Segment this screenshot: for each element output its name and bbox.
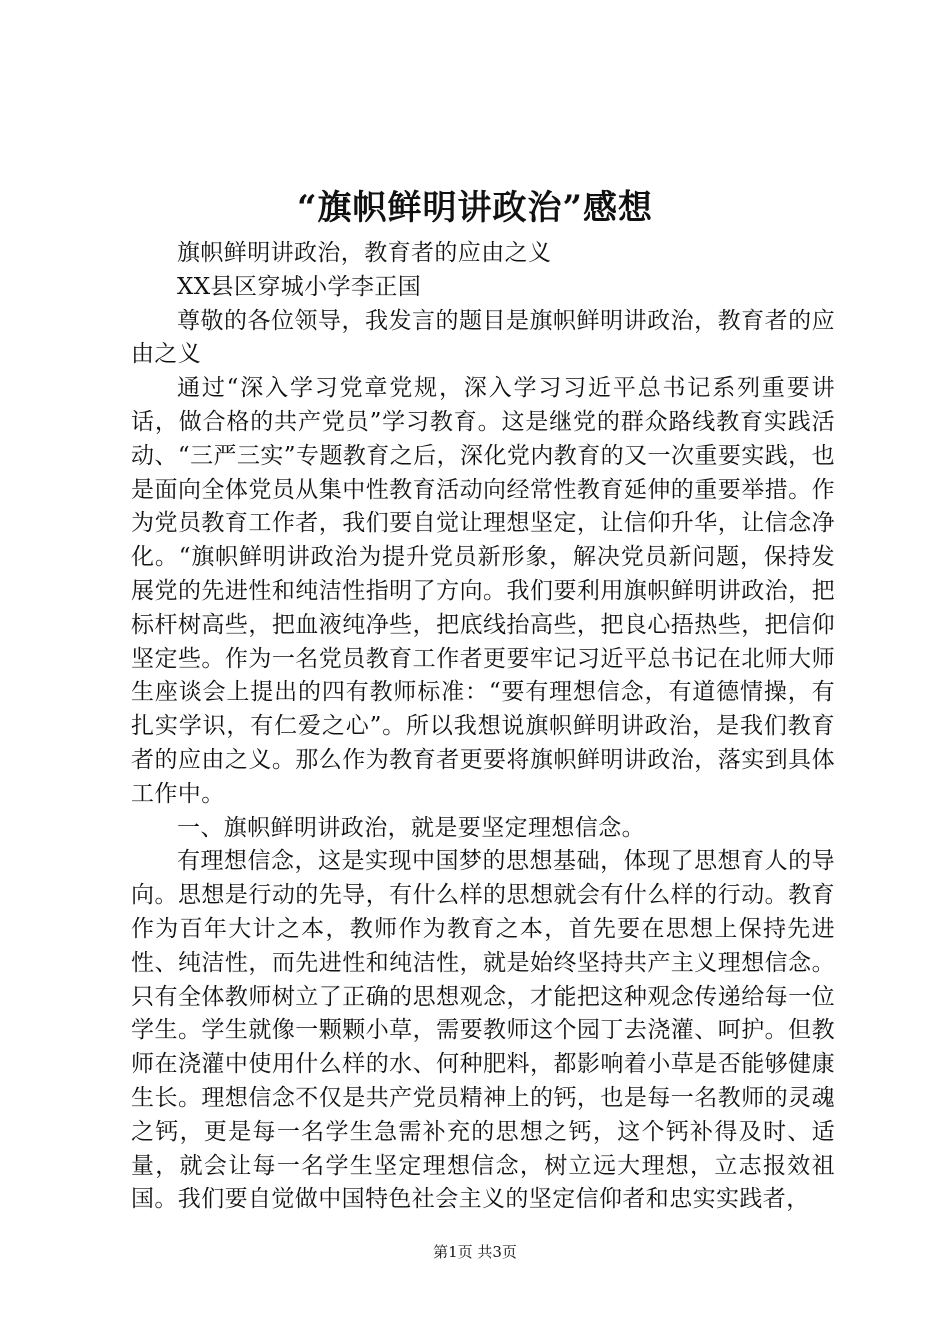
document-title: “旗帜鲜明讲政治”感想	[296, 188, 654, 228]
body-paragraph: 有理想信念，这是实现中国梦的思想基础，体现了思想育人的导向。思想是行动的先导，有什么样的思想就会有什么样的行动。教育作为百年大计之本，教师作为教育之本，首先要在思想上保持先进性、纯洁性，而先进性和纯洁性，就是始终坚持共产主义理想信念。只有全体教师树立了正确的思想观念，才能把这种观念传递给每一位学生。学生就像一颗颗小草，需要教师这个园丁去浇灌、呵护。但教师在浇灌中使用什么样的水、何种肥料，都影响着小草是否能够健康生长。理想信念不仅是共产党员精神上的钙，也是每一名教师的灵魂之钙，更是每一名学生急需补充的思想之钙，这个钙补得及时、适量，就会让每一名学生坚定理想信念，树立远大理想，立志报效祖国。我们要自觉做中国特色社会主义的坚定信仰者和忠实实践者，	[131, 848, 835, 1213]
author-line: XX县区穿城小学李正国	[177, 273, 422, 300]
document-body	[131, 237, 835, 1217]
page-footer: 第1页 共3页	[433, 1243, 517, 1261]
body-paragraph: 通过“深入学习党章党规，深入学习习近平总书记系列重要讲话，做合格的共产党员”学习教育。这是继党的群众路线教育实践活动、“三严三实”专题教育之后，深化党内教育的又一次重要实践，也是面向全体党员从集中性教育活动向经常性教育延伸的重要举措。作为党员教育工作者，我们要自觉让理想坚定，让信仰升华，让信念净化。“旗帜鲜明讲政治为提升党员新形象，解决党员新问题，保持发展党的先进性和纯洁性指明了方向。我们要利用旗帜鲜明讲政治，把标杆树高些，把血液纯净些，把底线抬高些，把良心捂热些，把信仰坚定些。作为一名党员教育工作者更要牢记习近平总书记在北师大师生座谈会上提出的四有教师标准：“要有理想信念，有道德情操，有扎实学识，有仁爱之心”。所以我想说旗帜鲜明讲政治，是我们教育者的应由之义。那么作为教育者更要将旗帜鲜明讲政治，落实到具体工作中。	[131, 375, 835, 807]
section-heading: 一、旗帜鲜明讲政治，就是要坚定理想信念。	[177, 814, 645, 841]
body-paragraph: 尊敬的各位领导，我发言的题目是旗帜鲜明讲政治，教育者的应由之义	[131, 307, 835, 368]
subtitle-paragraph: 旗帜鲜明讲政治，教育者的应由之义	[177, 240, 552, 266]
